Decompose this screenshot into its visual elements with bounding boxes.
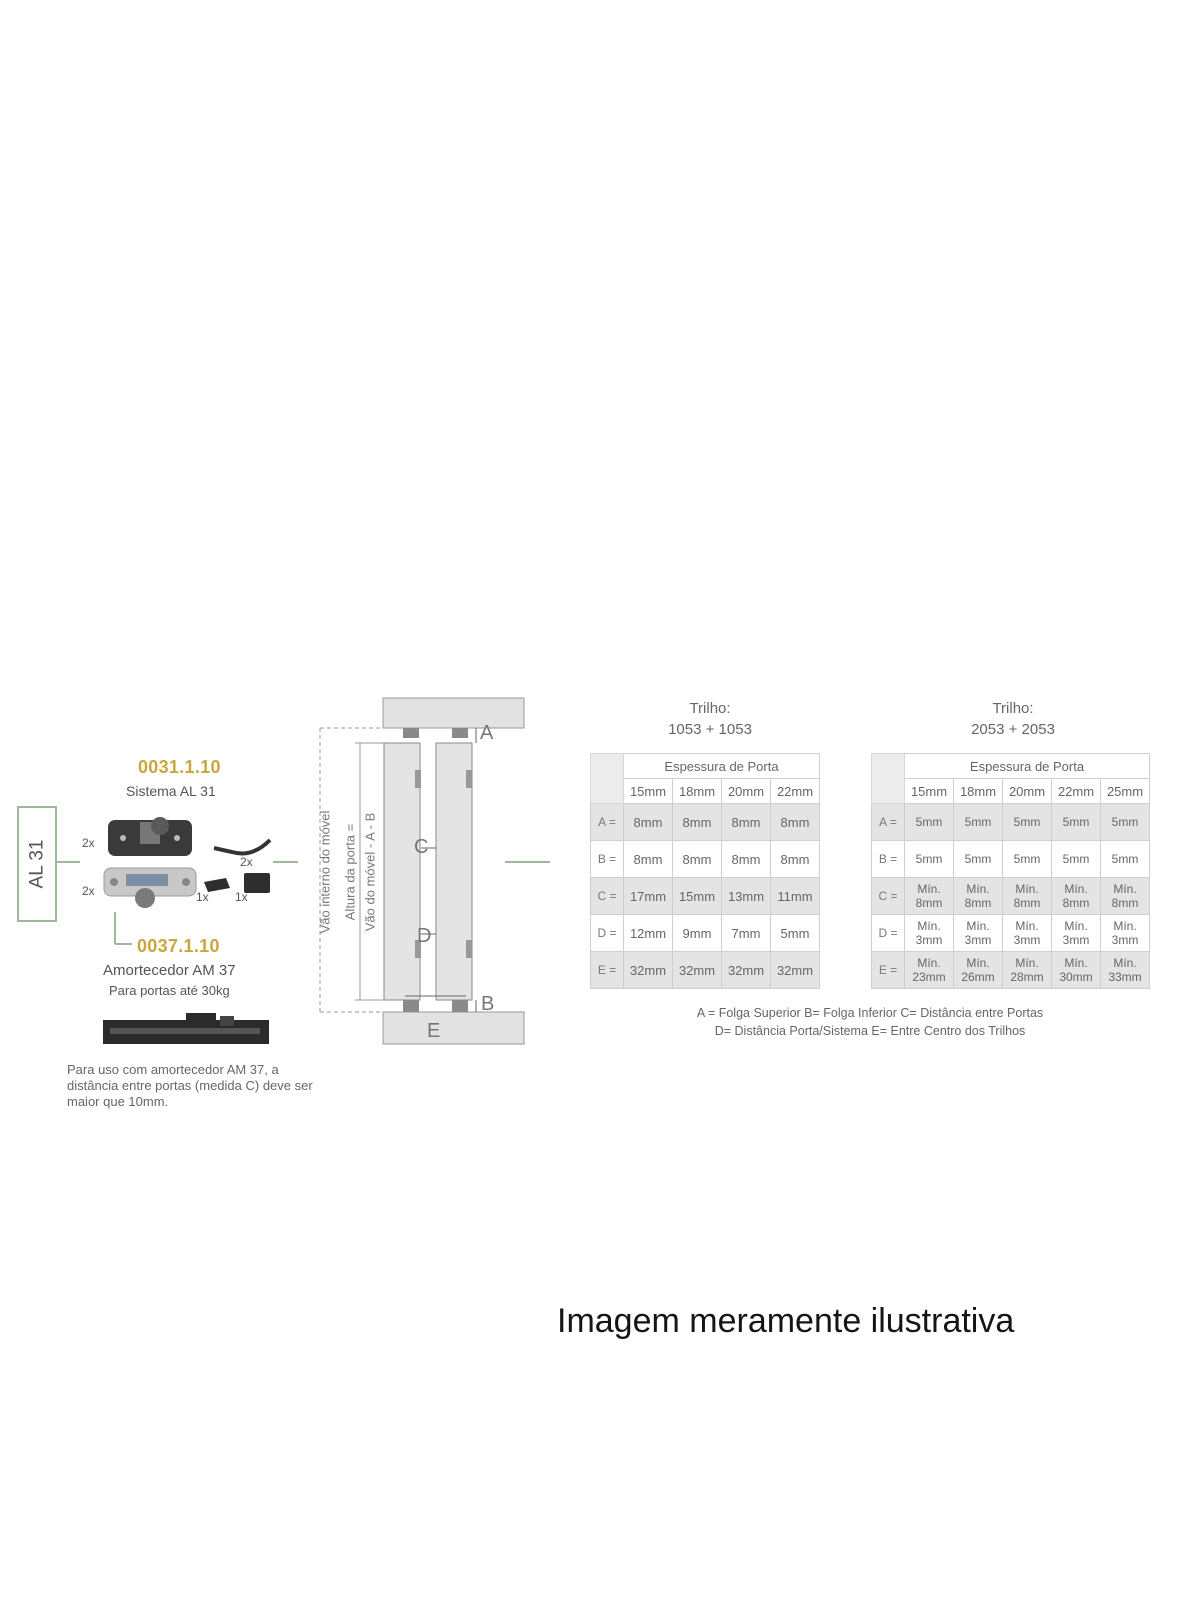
damper-subtitle: Para portas até 30kg	[109, 983, 230, 998]
table-cell: 8mm	[722, 841, 771, 878]
illustrative-caption: Imagem meramente ilustrativa	[557, 1302, 1015, 1340]
table2-title	[893, 698, 1133, 740]
table-cell: Mín. 26mm	[954, 952, 1003, 989]
row-label: C =	[872, 878, 905, 915]
qty-stop-b: 1x	[235, 890, 248, 904]
table-cell: Mín. 8mm	[1003, 878, 1052, 915]
table1-title-line1: Trilho:	[689, 700, 731, 717]
system-name: Sistema AL 31	[126, 783, 216, 799]
table-cell: 5mm	[1101, 841, 1150, 878]
column-header: 22mm	[771, 779, 820, 804]
column-header: 20mm	[722, 779, 771, 804]
corner-cell	[591, 754, 624, 804]
row-label: E =	[872, 952, 905, 989]
table-cell: 5mm	[1003, 804, 1052, 841]
table1	[590, 753, 820, 989]
column-header: 22mm	[1052, 779, 1101, 804]
vertical-label-door-height: Altura da porta =	[342, 823, 358, 921]
damper-note: Para uso com amortecedor AM 37, a distância entre portas (medida C) deve ser maior que 10mm.	[67, 1062, 313, 1109]
table-cell: 32mm	[673, 952, 722, 989]
table-row	[591, 804, 820, 841]
table-cell: 8mm	[771, 841, 820, 878]
table-cell: 13mm	[722, 878, 771, 915]
table1-header-row	[591, 754, 820, 779]
system-code: 0031.1.10	[138, 757, 221, 777]
table-row	[591, 878, 820, 915]
table-cell: 8mm	[673, 804, 722, 841]
row-label: A =	[872, 804, 905, 841]
table-row	[872, 915, 1150, 952]
table-cell: Mín. 33mm	[1101, 952, 1150, 989]
row-label: A =	[591, 804, 624, 841]
damper-code: 0037.1.10	[137, 936, 220, 956]
table2-columns-row	[872, 779, 1150, 804]
top-beam	[383, 698, 524, 728]
bottom-trolley-icon	[104, 868, 196, 908]
dim-c-label: C	[414, 836, 429, 858]
column-header: 15mm	[905, 779, 954, 804]
table-cell: 32mm	[624, 952, 673, 989]
top-trolley-icon	[108, 817, 192, 856]
row-label: D =	[872, 915, 905, 952]
qty-bracket: 2x	[240, 855, 253, 869]
qty-trolley: 2x	[82, 836, 95, 850]
bottom-beam	[383, 1012, 524, 1044]
table-row	[872, 952, 1150, 989]
table-cell: Mín. 23mm	[905, 952, 954, 989]
table-cell: Mín. 30mm	[1052, 952, 1101, 989]
table-cell: 8mm	[771, 804, 820, 841]
table-cell: 8mm	[624, 841, 673, 878]
table-cell: 5mm	[1101, 804, 1150, 841]
top-rail-left	[403, 728, 419, 738]
table2-title-line1: Trilho:	[992, 700, 1034, 717]
table-cell: 5mm	[954, 841, 1003, 878]
row-label: C =	[591, 878, 624, 915]
table-cell: 32mm	[722, 952, 771, 989]
damper-icon	[103, 1013, 269, 1044]
door-section-diagram	[300, 690, 560, 1050]
table-cell: 5mm	[1052, 841, 1101, 878]
table-cell: 8mm	[673, 841, 722, 878]
column-header: 20mm	[1003, 779, 1052, 804]
qty-guide: 2x	[82, 884, 95, 898]
bottom-rail-left	[403, 1000, 419, 1012]
bracket-icon	[214, 840, 270, 854]
legend-line-2: D= Distância Porta/Sistema E= Entre Centro dos Trilhos	[714, 1024, 1026, 1038]
table-row	[591, 915, 820, 952]
table1-title-line2: 1053 + 1053	[668, 721, 752, 738]
column-header: 18mm	[954, 779, 1003, 804]
dim-e-label: E	[427, 1020, 441, 1042]
table-cell: 5mm	[1003, 841, 1052, 878]
table-cell: Mín. 8mm	[1052, 878, 1101, 915]
legend-line-1: A = Folga Superior B= Folga Inferior C= Distância entre Portas	[696, 1006, 1044, 1020]
table-cell: 5mm	[905, 841, 954, 878]
row-label: B =	[872, 841, 905, 878]
column-header: 25mm	[1101, 779, 1150, 804]
table-cell: 17mm	[624, 878, 673, 915]
table-cell: 32mm	[771, 952, 820, 989]
dim-a-label: A	[480, 722, 494, 744]
vertical-label-cabinet: Vão interno do móvel	[317, 810, 333, 934]
table-row	[872, 878, 1150, 915]
system-side-label-text: AL 31	[26, 839, 48, 889]
thickness-header: Espessura de Porta	[624, 754, 820, 779]
table-row	[872, 804, 1150, 841]
table-cell: Mín. 3mm	[905, 915, 954, 952]
table-cell: Mín. 3mm	[954, 915, 1003, 952]
table-cell: 11mm	[771, 878, 820, 915]
table1-title	[590, 698, 830, 740]
door-left	[384, 743, 420, 1000]
table-cell: 8mm	[722, 804, 771, 841]
table-cell: 5mm	[954, 804, 1003, 841]
row-label: D =	[591, 915, 624, 952]
top-rail-right	[452, 728, 468, 738]
table-cell: Mín. 28mm	[1003, 952, 1052, 989]
table-row	[591, 841, 820, 878]
dim-b-label: B	[481, 993, 495, 1015]
table-cell: 12mm	[624, 915, 673, 952]
table-cell: 5mm	[905, 804, 954, 841]
table-cell: 9mm	[673, 915, 722, 952]
qty-stop-a: 1x	[196, 890, 209, 904]
table1-columns-row	[591, 779, 820, 804]
damper-name: Amortecedor AM 37	[103, 962, 236, 979]
stop-icon-b	[244, 873, 270, 893]
dim-d-label: D	[417, 925, 432, 947]
table2-title-line2: 2053 + 2053	[971, 721, 1055, 738]
table2-header-row	[872, 754, 1150, 779]
column-header: 15mm	[624, 779, 673, 804]
thickness-header: Espessura de Porta	[905, 754, 1150, 779]
table-cell: 5mm	[1052, 804, 1101, 841]
table-cell: Mín. 8mm	[954, 878, 1003, 915]
table-cell: 15mm	[673, 878, 722, 915]
table2	[871, 753, 1150, 989]
column-header: 18mm	[673, 779, 722, 804]
table-row	[591, 952, 820, 989]
table-cell: Mín. 3mm	[1101, 915, 1150, 952]
table-cell: 8mm	[624, 804, 673, 841]
table-cell: Mín. 3mm	[1003, 915, 1052, 952]
table-cell: Mín. 8mm	[1101, 878, 1150, 915]
row-label: E =	[591, 952, 624, 989]
corner-cell	[872, 754, 905, 804]
row-label: B =	[591, 841, 624, 878]
vertical-label-formula: Vão do móvel - A - B	[362, 812, 378, 932]
bottom-rail-right	[452, 1000, 468, 1012]
table-cell: 7mm	[722, 915, 771, 952]
table-cell: 5mm	[771, 915, 820, 952]
table-cell: Mín. 3mm	[1052, 915, 1101, 952]
table-row	[872, 841, 1150, 878]
table-cell: Mín. 8mm	[905, 878, 954, 915]
